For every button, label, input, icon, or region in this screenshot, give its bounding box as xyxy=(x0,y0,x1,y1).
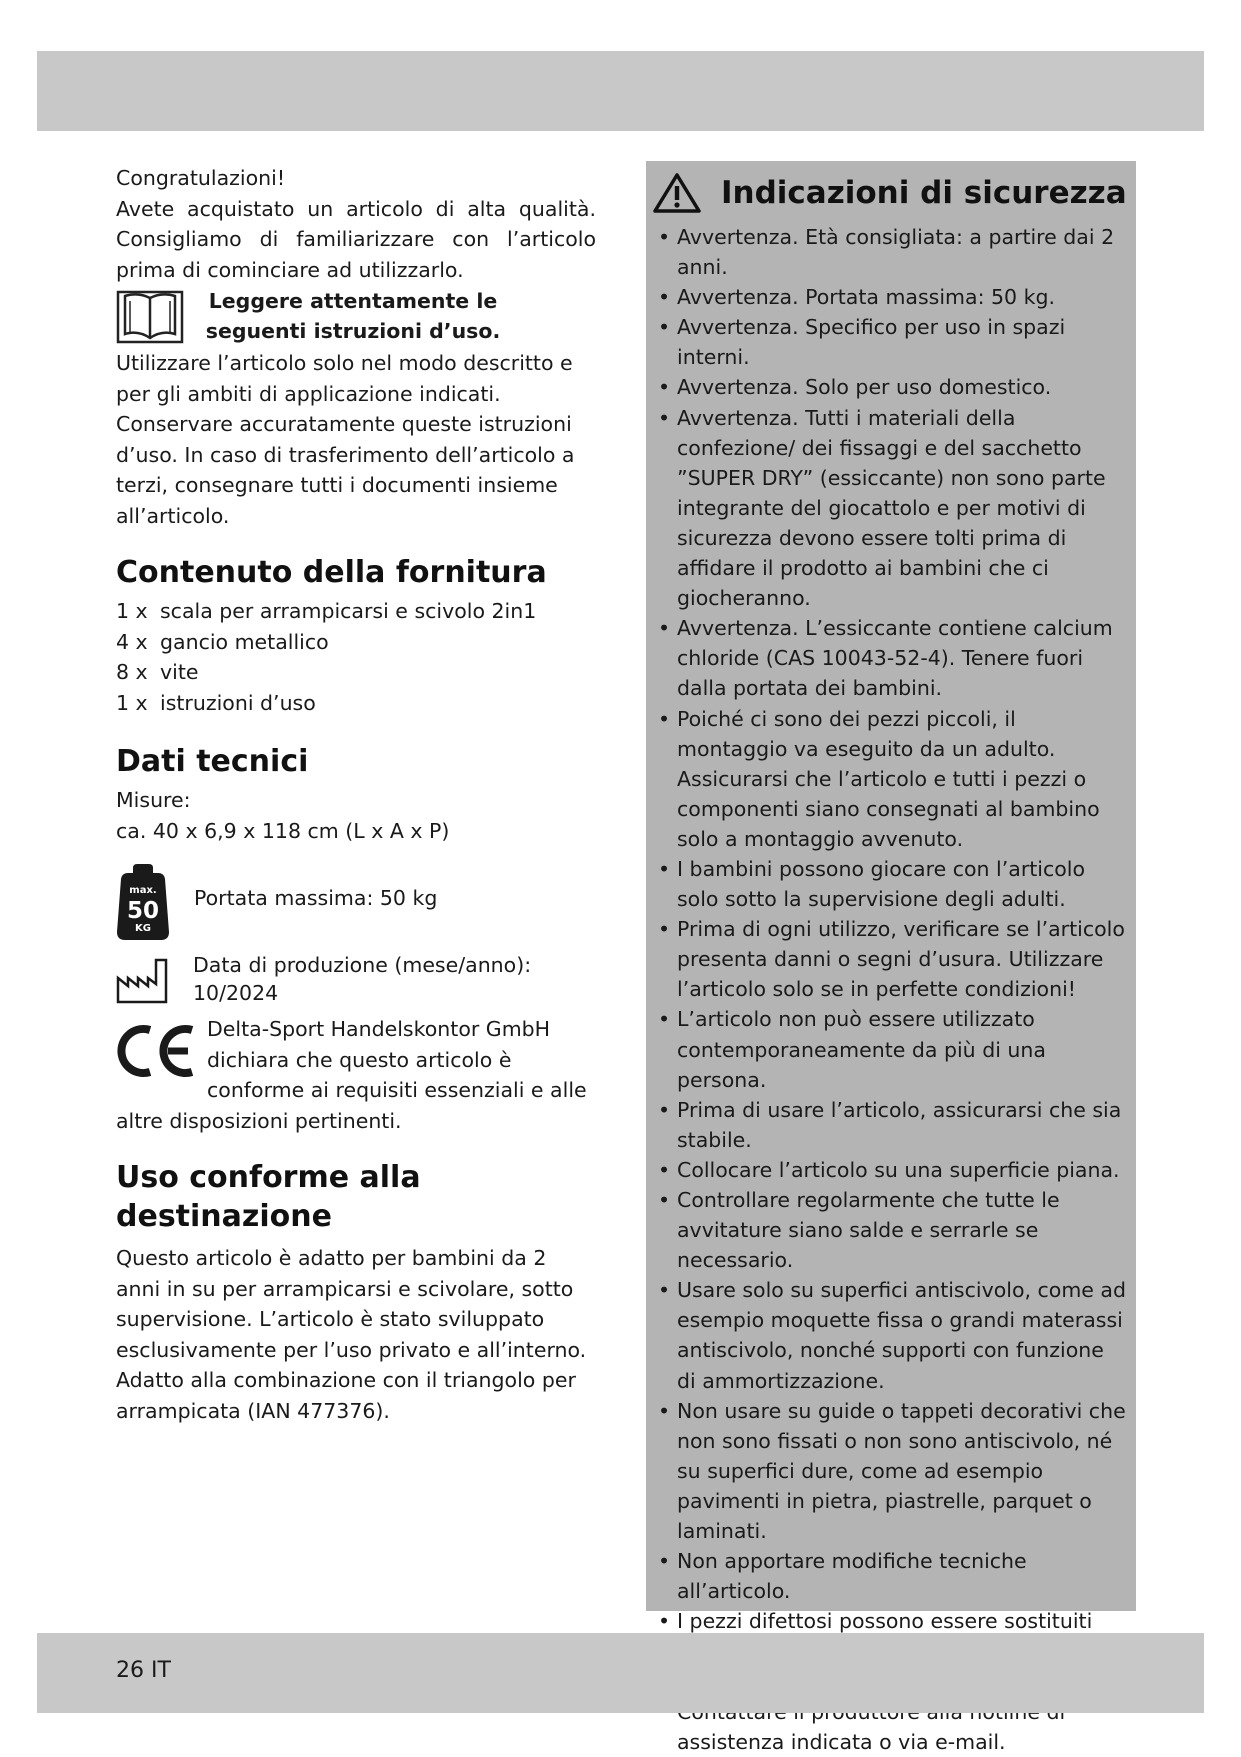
read-notice-line2: seguenti istruzioni d’uso. xyxy=(205,319,501,343)
list-item: • Prima di ogni utilizzo, verificare se l’articolo presenta danni o segni d’usura. Utilizzare l’articolo solo se in perfette condizioni! xyxy=(646,914,1136,1004)
list-item: • Avvertenza. Portata massima: 50 kg. xyxy=(646,282,1136,312)
list-item: • Avvertenza. L’essiccante contiene calcium chloride (CAS 10043-52-4). Tenere fuori dalla portata dei bambini. xyxy=(646,613,1136,703)
factory-icon xyxy=(116,956,168,1004)
list-item: • Avvertenza. Età consigliata: a partire dai 2 anni. xyxy=(646,222,1136,282)
read-instructions-notice xyxy=(116,286,596,346)
ce-mark-icon xyxy=(116,1020,196,1082)
max-load-row xyxy=(116,862,596,942)
warning-icon xyxy=(653,172,701,214)
list-item: • Usare solo su superfici antiscivolo, come ad esempio moquette fissa o grandi materassi antiscivolo, nonché supporti con funzione di ammortizzazione. xyxy=(646,1275,1136,1395)
production-label: Data di produzione (mese/anno): xyxy=(193,953,532,977)
list-item: • Non apportare modifiche tecniche all’articolo. xyxy=(646,1546,1136,1606)
list-item: 1 x scala per arrampicarsi e scivolo 2in1 xyxy=(116,599,537,623)
intended-use-text: Questo articolo è adatto per bambini da 2 anni in su per arrampicarsi e scivolare, sotto supervisione. L’articolo è stato sviluppato esclusivamente per l’uso privato e all’interno. Adatto alla combinazione con il triangolo per arrampicata (IAN 477376). xyxy=(116,1246,587,1423)
left-column xyxy=(116,163,596,1426)
list-item: 4 x gancio metallico xyxy=(116,629,329,654)
contents-list xyxy=(116,596,596,718)
max-load-text: Portata massima: 50 kg xyxy=(194,886,438,910)
list-item: • Prima di usare l’articolo, assicurarsi che sia stabile. xyxy=(646,1095,1136,1155)
size-label: Misure: xyxy=(116,788,191,812)
list-item: 1 x istruzioni d’uso xyxy=(116,690,316,715)
safety-heading: Indicazioni di sicurezza xyxy=(721,174,1127,211)
size-value: ca. 40 x 6,9 x 118 cm (L x A x P) xyxy=(116,818,450,843)
list-item: • Avvertenza. Solo per uso domestico. xyxy=(646,372,1136,402)
list-item: • Non usare su guide o tappeti decorativi che non sono fissati o non sono antiscivolo, né su superfici dure, come ad esempio pavimenti in pietra, piastrelle, parquet o laminati. xyxy=(646,1396,1136,1546)
list-item: • Avvertenza. Tutti i materiali della confezione/ dei fissaggi e del sacchetto ”SUPER DRY” (essiccante) non sono parte integrante del giocattolo e per motivi di sicurezza devono essere tolti prima di affidare il prodotto ai bambini che ci giocheranno. xyxy=(646,403,1136,614)
list-item: 8 x vite xyxy=(116,660,199,684)
weight-icon xyxy=(116,862,170,942)
production-date-row xyxy=(116,953,596,1008)
tech-heading: Dati tecnici xyxy=(116,744,309,779)
safety-list xyxy=(646,222,1136,1757)
ce-text: Delta-Sport Handelskontor GmbH dichiara che questo articolo è conforme ai requisiti essenziali e alle xyxy=(207,1017,587,1102)
footer-band xyxy=(37,1633,1204,1713)
contents-heading: Contenuto della fornitura xyxy=(116,555,547,590)
list-item: • I pezzi difettosi possono essere sostituiti assistenza indicata o via e-mail. xyxy=(646,1606,1136,1756)
open-book-icon xyxy=(116,288,184,346)
svg-text:KG: KG xyxy=(135,923,151,934)
intro-text: Avete acquistato un articolo di alta qualità. Consigliamo di familiarizzare con l’articolo prima di cominciare ad utilizzarlo. xyxy=(116,196,596,282)
usage-text: Utilizzare l’articolo solo nel modo descritto e per gli ambiti di applicazione indicati. Conservare accuratamente queste istruzioni d’uso. In caso di trasferimento dell’articolo a terzi, consegnare tutti i documenti insieme all’articolo. xyxy=(116,351,575,528)
svg-text:50: 50 xyxy=(126,898,160,924)
header-band xyxy=(37,51,1204,131)
intended-use-heading: Uso conforme alla destinazione xyxy=(116,1160,421,1234)
list-item: • Controllare regolarmente che tutte le avvitature siano salde e serrarle se necessario. xyxy=(646,1185,1136,1275)
page-number: 26 IT xyxy=(116,1658,171,1683)
list-item: • L’articolo non può essere utilizzato contemporaneamente da più di una persona. xyxy=(646,1004,1136,1094)
safety-header xyxy=(646,161,1136,216)
svg-text:max.: max. xyxy=(129,885,157,896)
production-value: 10/2024 xyxy=(193,980,279,1005)
greeting: Congratulazioni! xyxy=(116,166,286,190)
read-notice-line1: Leggere attentamente le xyxy=(208,289,498,313)
ce-text-cont: altre disposizioni pertinenti. xyxy=(116,1108,402,1133)
list-item: • I bambini possono giocare con l’articolo solo sotto la supervisione degli adulti. xyxy=(646,854,1136,914)
list-item: • Poiché ci sono dei pezzi piccoli, il montaggio va eseguito da un adulto. Assicurarsi che l’articolo e tutti i pezzi o componenti siano consegnati al bambino solo a montaggio avvenuto. xyxy=(646,704,1136,854)
list-item: • Avvertenza. Specifico per uso in spazi interni. xyxy=(646,312,1136,372)
ce-row xyxy=(116,1017,596,1106)
safety-box xyxy=(646,161,1136,1754)
list-item: • Collocare l’articolo su una superficie piana. xyxy=(646,1155,1136,1185)
